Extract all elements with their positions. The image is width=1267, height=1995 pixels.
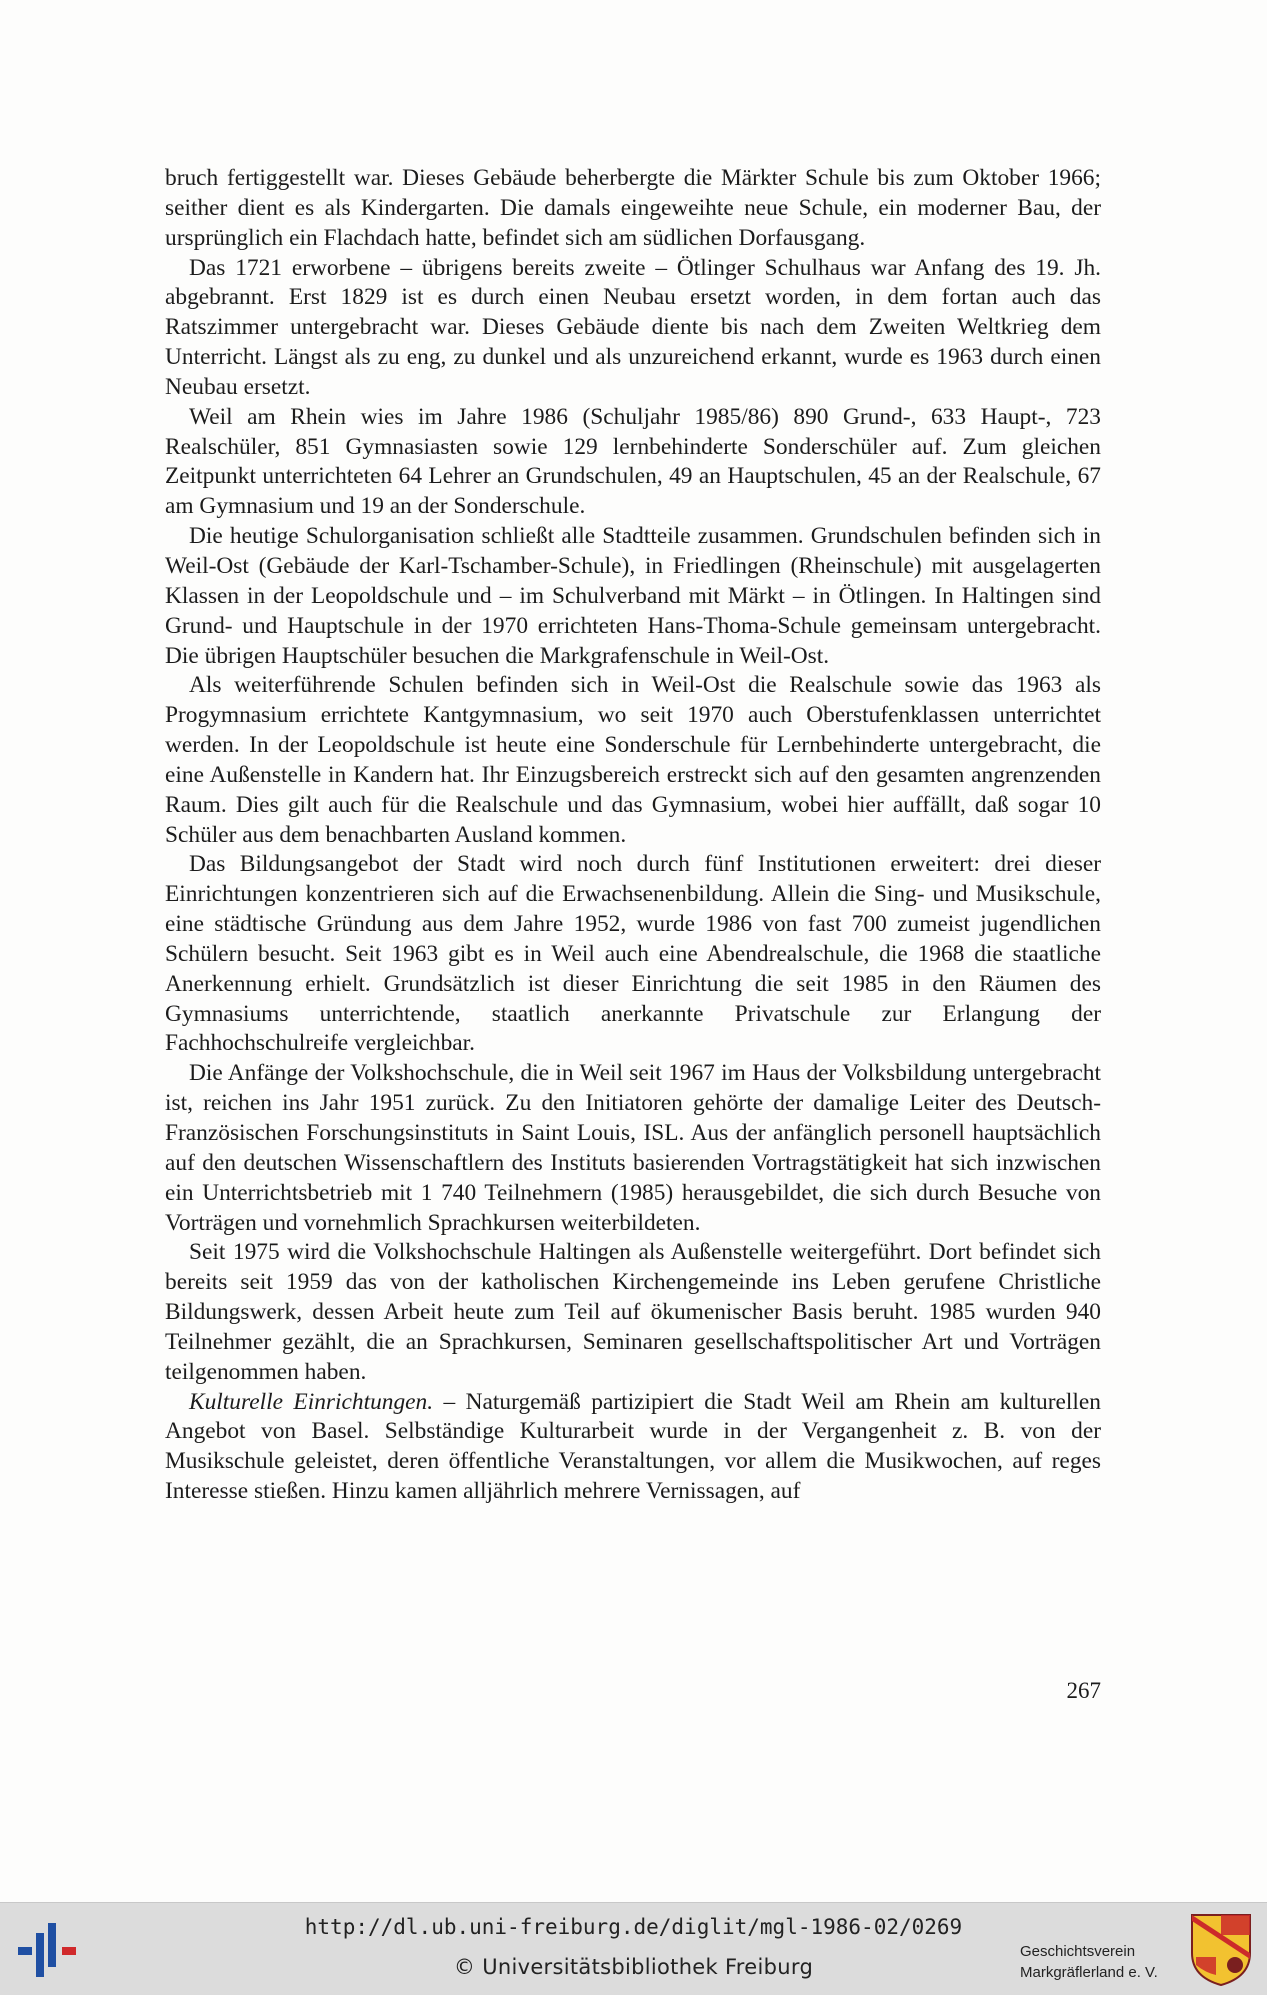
paragraph: Das Bildungsangebot der Stadt wird noch durch fünf Institutionen erweitert: drei dieser Einrichtungen konzentrieren sich auf die Erwachsenenbildung. Allein die Sing- und Musikschule, eine städtische Gründung aus dem Jahre 1952, wurde 1986 von fast 700 zumeist jugendlichen Schülern besucht. Seit 1963 gibt es in Weil auch eine Abendrealschule, die 1968 die staatliche Anerkennung erhielt. Grundsätzlich ist dieser Einrichtung die seit 1985 in den Räumen des Gymnasiums unterrichtende, staatlich anerkannte Privatschule zur Erlangung der Fachhochschulreife vergleichbar. [165, 851, 1101, 1057]
society-name [1020, 1941, 1185, 1983]
paragraph: Die Anfänge der Volkshochschule, die in Weil seit 1967 im Haus der Volksbildung untergebracht ist, reichen ins Jahr 1951 zurück. Zu den Initiatoren gehörte der damalige Leiter des Deutsch-Französischen Forschungsinstituts in Saint Louis, ISL. Aus der anfänglich personell hauptsächlich auf den deutschen Wissenschaftlern des Instituts basierenden Vortragstätigkeit hat sich inzwischen ein Unterrichtsbetrieb mit 1 740 Teilnehmern (1985) herausgebildet, die sich durch Besuche von Vorträgen und vornehmlich Sprachkursen weiterbildeten. [165, 1060, 1101, 1236]
paragraph: Als weiterführende Schulen befinden sich in Weil-Ost die Realschule sowie das 1963 als Progymnasium errichtete Kantgymnasium, wo seit 1970 auch Oberstufenklassen unterrichtet werden. In der Leopoldschule ist heute eine Sonderschule für Lernbehinderte untergebracht, die eine Außenstelle in Kandern hat. Ihr Einzugsbereich erstreckt sich auf den gesamten angrenzenden Raum. Dies gilt auch für die Realschule und das Gymnasium, wobei hier auffällt, daß sogar 10 Schüler aus dem benachbarten Ausland kommen. [165, 672, 1101, 848]
copyright-text: © Universitätsbibliothek Freiburg [453, 1955, 814, 1979]
paragraph: Die heutige Schulorganisation schließt alle Stadtteile zusammen. Grundschulen befinden sich in Weil-Ost (Gebäude der Karl-Tschamber-Schule), in Friedlingen (Rheinschule) mit ausgelagerten Klassen in der Leopoldschule und – im Schulverband mit Märkt – in Ötlingen. In Haltingen sind Grund- und Hauptschule in der 1970 errichteten Hans-Thoma-Schule gemeinsam untergebracht. Die übrigen Hauptschüler besuchen die Markgrafenschule in Weil-Ost. [165, 523, 1101, 669]
footer-bar [0, 1902, 1267, 1995]
paragraph: bruch fertiggestellt war. Dieses Gebäude beherbergte die Märkter Schule bis zum Oktober 1966; seither dient es als Kindergarten. Die damals eingeweihte neue Schule, ein moderner Bau, der ursprünglich ein Flachdach hatte, befindet sich am südlichen Dorfausgang. [165, 165, 1101, 251]
paragraph-text: – Naturgemäß partizipiert die Stadt Weil am Rhein am kulturellen Angebot von Basel. Selbständige Kulturarbeit wurde in der Vergangenheit z. B. von der Musikschule geleistet, deren öffentliche Veranstaltungen, vor allem die Musikwochen, auf reges Interesse stießen. Hinzu kamen alljährlich mehrere Vernissagen, auf [165, 1388, 1101, 1505]
paragraph: Das 1721 erworbene – übrigens bereits zweite – Ötlinger Schulhaus war Anfang des 19. Jh. abgebrannt. Erst 1829 ist es durch einen Neubau ersetzt worden, in dem fortan auch das Ratszimmer untergebracht war. Dieses Gebäude diente bis nach dem Zweiten Weltkrieg dem Unterricht. Längst als zu eng, zu dunkel und als unzureichend erkannt, wurde es 1963 durch einen Neubau ersetzt. [165, 254, 1101, 400]
coat-of-arms-icon [1190, 1913, 1252, 1987]
society-line: Geschichtsverein [1020, 1943, 1136, 1960]
society-line: Markgräflerland e. V. [1020, 1964, 1158, 1981]
paragraph: Weil am Rhein wies im Jahre 1986 (Schuljahr 1985/86) 890 Grund-, 633 Haupt-, 723 Realschüler, 851 Gymnasiasten sowie 129 lernbehinderte Sonderschüler auf. Zum gleichen Zeitpunkt unterrichteten 64 Lehrer an Grundschulen, 49 an Hauptschulen, 45 an der Realschule, 67 am Gymnasium und 19 an der Sonderschule. [165, 403, 1101, 520]
paragraph [165, 1388, 1101, 1507]
page-number: 267 [1066, 1678, 1101, 1703]
paragraph: Seit 1975 wird die Volkshochschule Haltingen als Außenstelle weitergeführt. Dort befindet sich bereits seit 1959 das von der katholischen Kirchengemeinde ins Leben gerufene Christliche Bildungswerk, dessen Arbeit heute zum Teil auf ökumenischer Basis beruht. 1985 wurden 940 Teilnehmer gezählt, die an Sprachkursen, Seminaren gesellschaftspolitischer Art und Vorträgen teilgenommen haben. [165, 1239, 1101, 1385]
body-text [165, 164, 1101, 1507]
section-heading: Kulturelle Einrichtungen. [189, 1388, 434, 1415]
source-link[interactable]: http://dl.ub.uni-freiburg.de/diglit/mgl-1986-02/0269 [304, 1915, 963, 1939]
